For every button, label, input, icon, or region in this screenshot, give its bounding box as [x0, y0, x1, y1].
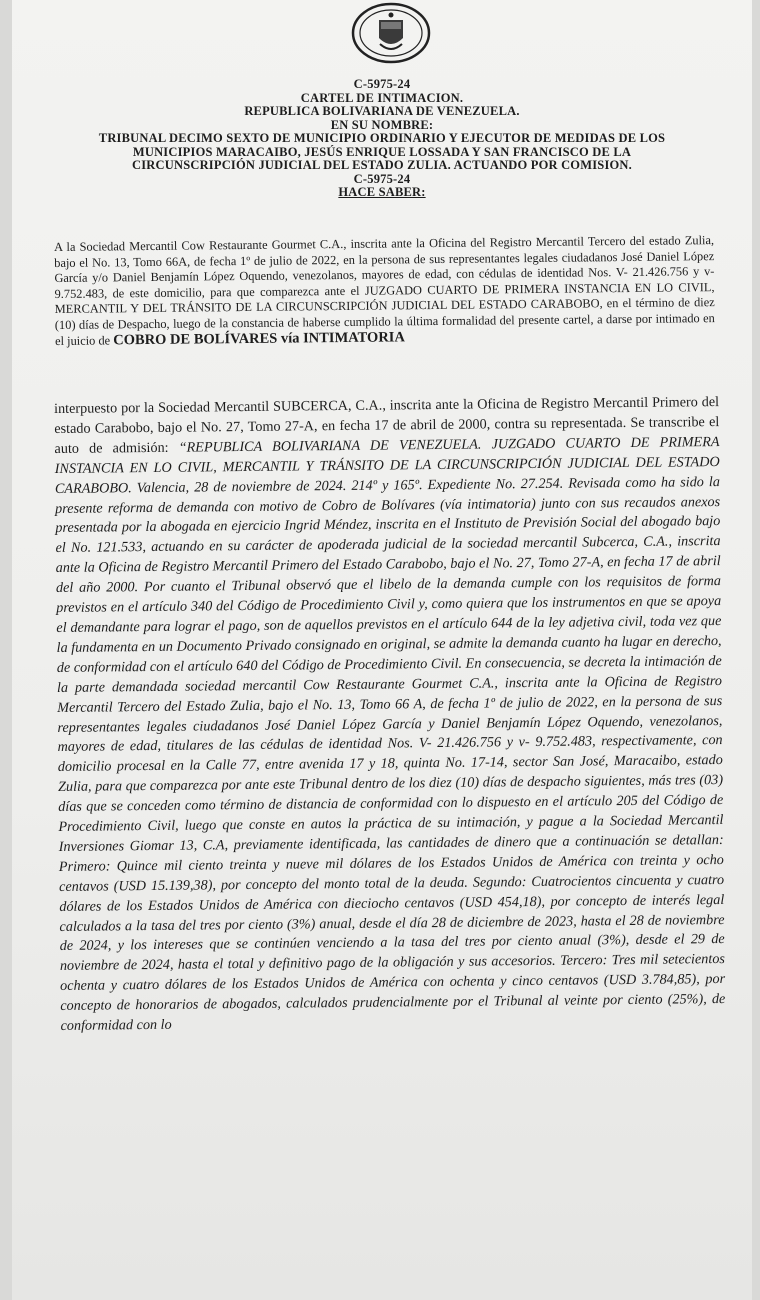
body-paragraph: [54, 393, 726, 1037]
tribunal-name: TRIBUNAL DECIMO SEXTO DE MUNICIPIO ORDINARIO Y EJECUTOR DE MEDIDAS DE LOS MUNICIPIOS MARACAIBO, JESÚS ENRIQUE LOSSADA Y SAN FRANCISCO DE LA CIRCUNSCRIPCIÓN JUDICIAL DEL ESTADO ZULIA. ACTUANDO POR COMISION.: [98, 131, 666, 172]
case-code-top: C-5975-24: [353, 77, 411, 91]
lawsuit-type: COBRO DE BOLÍVARES vía INTIMATORIA: [113, 328, 405, 348]
document-page: [12, 0, 752, 1300]
admission-quote: “REPUBLICA BOLIVARIANA DE VENEZUELA. JUZGADO CUARTO DE PRIMERA INSTANCIA EN LO CIVIL, MERCANTIL Y TRÁNSITO DE LA CIRCUNSCRIPCIÓN JUDICIAL DEL ESTADO CARABOBO. Valencia, 28 de noviembre de 2024. 214º y 165º. Expediente No. 27.254. Revisada como ha sido la presente reforma de demanda con motivo de Cobro de Bolívares (vía intimatoria) junto con sus recaudos anexos presentada por la abogada en ejercicio Ingrid Méndez, inscrita en el Instituto de Previsión Social del abogado bajo el No. 121.533, actuando en su carácter de apoderada judicial de la sociedad mercantil Subcerca, C.A., inscrita ante la Oficina de Registro Mercantil Primero del Estado Carabobo, bajo el No. 27, Tomo 27-A, en fecha 17 de abril del año 2000. Por cuanto el Tribunal observó que el libelo de la demanda cumple con los requisitos de forma previstos en el artículo 340 del Código de Procedimiento Civil y, como quiera que los instrumentos en que se apoya el demandante para lograr el pago, son de aquellos previstos en el artículo 644 de la ley adjetiva civil, toda vez que la fundamenta en un Documento Privado consignado en original, se admite la demanda cuanto ha lugar en derecho, de conformidad con el artículo 640 del Código de Procedimiento Civil. En consecuencia, se decreta la intimación de la parte demandada sociedad mercantil Cow Restaurante Gourmet C.A., inscrita ante la Oficina de Registro Mercantil Tercero del Estado Zulia, bajo el No. 13, Tomo 66 A, de fecha 1º de julio de 2022, en la persona de sus representantes legales ciudadanos José Daniel López García y Daniel Benjamín López Oquendo, venezolanos, mayores de edad, titulares de las cédulas de identidad Nos. V- 21.426.756 y v- 9.752.483, respectivamente, con domicilio procesal en la Calle 77, entre avenida 17 y 18, quinta No. 17-14, sector San José, Maracaibo, estado Zulia, para que comparezca por ante este Tribunal dentro de los diez (10) días de despacho siguientes, más tres (03) días que se conceden como término de distancia de conformidad con lo dispuesto en el artículo 205 del Código de Procedimiento Civil, luego que conste en autos la práctica de su intimación, y pague a la Sociedad Mercantil Inversiones Giomar 13, C.A, previamente identificada, las cantidades de dinero que a continuación se detallan: Primero: Quince mil ciento treinta y nueve mil dólares de los Estados Unidos de América con treinta y ocho centavos (USD 15.139,38), por concepto del monto total de la deuda. Segundo: Cuatrocientos cincuenta y cuatro dólares de los Estados Unidos de América con dieciocho centavos (USD 454,18), por concepto de interés legal calculados a la tasa del tres por ciento (3%) anual, desde el día 28 de diciembre de 2023, hasta el 28 de noviembre de 2024, y los intereses que se continúen venciendo a la tasa del tres por ciento anual (3%), desde el 29 de noviembre de 2024, hasta el total y definitivo pago de la obligación y sus accesorios. Tercero: Tres mil setecientos ochenta y cuatro dólares de los Estados Unidos de América con ochenta y cinco centavos (USD 3.784,85), por concepto de honorarios de abogados, calculados prudencialmente por el Tribunal al veinte por ciento (25%), de conformidad con lo: [54, 433, 726, 1035]
republic-line: REPUBLICA BOLIVARIANA DE VENEZUELA.: [244, 104, 520, 118]
hace-saber-heading: HACE SABER:: [338, 185, 426, 199]
body-text: interpuesto por la Sociedad Mercantil SUBCERCA, C.A., inscrita ante la Oficina de Registro Mercantil Primero del estado Carabobo, bajo el No. 27, Tomo 27-A, en fecha 17 de abril de 2000, contra su representada. Se transcribe el auto de admisión:: [54, 394, 720, 457]
en-su-nombre-line: EN SU NOMBRE:: [330, 117, 434, 132]
intro-paragraph: [54, 233, 715, 349]
document-header: [12, 78, 752, 200]
coat-of-arms-seal-icon: [350, 2, 432, 64]
document-title: CARTEL DE INTIMACION.: [300, 90, 464, 105]
intro-text: A la Sociedad Mercantil Cow Restaurante Gourmet C.A., inscrita ante la Oficina del Registro Mercantil Tercero del estado Zulia, bajo el No. 13, Tomo 66A, de fecha 1º de julio de 2022, en la persona de sus representantes legales ciudadanos José Daniel López García y/o Daniel Benjamín López Oquendo, venezolanos, mayores de edad, con cédulas de identidad Nos. V- 21.426.756 y v- 9.752.483, de este domicilio, para que comparezca ante el JUZGADO CUARTO DE PRIMERA INSTANCIA EN LO CIVIL, MERCANTIL Y DEL TRÁNSITO DE LA CIRCUNSCRIPCIÓN JUDICIAL DEL ESTADO CARABOBO, en el término de diez (10) días de Despacho, luego de la constancia de haberse cumplido la última formalidad del presente cartel, a darse por intimado en el juicio de: [54, 233, 715, 348]
case-code-bottom: C-5975-24: [353, 171, 411, 186]
